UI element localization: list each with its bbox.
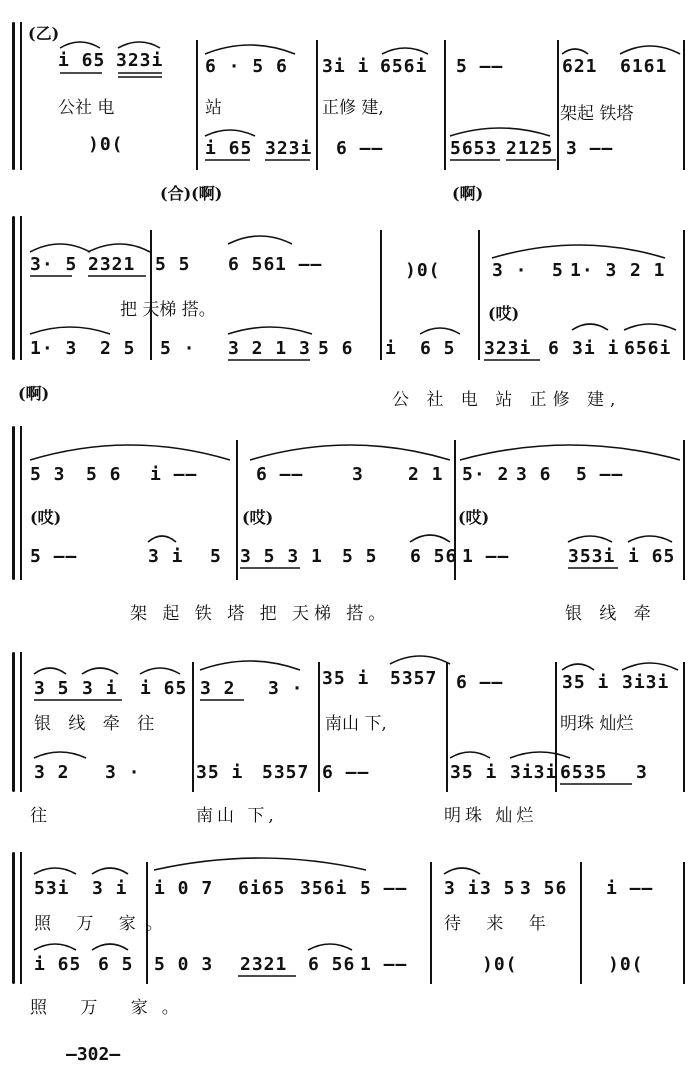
- note-group: 3i3i: [510, 762, 558, 783]
- note-group: i 65: [628, 546, 676, 567]
- note-group: 2321: [240, 954, 288, 975]
- vocal-marking: (合)(啊): [160, 184, 223, 203]
- note-group: 3i i: [572, 338, 620, 359]
- note-group: 656i: [624, 338, 672, 359]
- note-group: 2 1: [630, 260, 666, 281]
- vocal-marking: (哎): [242, 508, 274, 527]
- note-group: i 0 7: [154, 878, 214, 899]
- note-group: 3 5: [480, 878, 516, 899]
- note-group: 323i: [265, 138, 313, 159]
- lyric: 照 万 家。: [34, 914, 173, 934]
- note-group: 6 56: [228, 254, 276, 275]
- rest-mark: )0(: [608, 954, 644, 975]
- lyric: 待 来 年: [444, 914, 556, 934]
- lyric: 明珠 灿烂: [560, 714, 634, 734]
- note-group: i 65: [205, 138, 253, 159]
- lyric: 银 线 牵: [565, 604, 657, 624]
- vocal-marking: (哎): [30, 508, 62, 527]
- note-group: 3 i: [444, 878, 480, 899]
- note-group: 3: [352, 464, 364, 485]
- note-group: 5 5: [155, 254, 191, 275]
- vocal-marking: (哎): [488, 304, 520, 323]
- note-group: 3 ·: [492, 260, 528, 281]
- note-group: 5357: [262, 762, 310, 783]
- note-group: 35 i: [322, 668, 370, 689]
- note-group: 5 0 3: [154, 954, 214, 975]
- note-group: 353i: [568, 546, 616, 567]
- note-group: 2321: [88, 254, 136, 275]
- lyric: 公社 电: [58, 98, 115, 118]
- note-group: 6161: [620, 56, 668, 77]
- note-group: 3 i: [92, 878, 128, 899]
- note-group: 1· 3: [30, 338, 78, 359]
- note-group: 1· 3: [570, 260, 618, 281]
- note-group: 1 ——: [462, 546, 510, 567]
- note-group: 6535: [560, 762, 608, 783]
- note-group: 3 2 1 3: [228, 338, 311, 359]
- note-group: 5653: [450, 138, 498, 159]
- note-group: 5357: [390, 668, 438, 689]
- note-group: 3 5: [34, 678, 70, 699]
- lyric: 正修 建,: [322, 98, 384, 118]
- note-group: 5 6: [86, 464, 122, 485]
- note-group: 621: [562, 56, 598, 77]
- note-group: i ——: [150, 464, 198, 485]
- note-group: 5 5: [342, 546, 378, 567]
- page-number: —302—: [66, 1044, 121, 1065]
- note-group: 3: [636, 762, 648, 783]
- lyric: 南山 下,: [196, 806, 278, 826]
- note-group: 5: [210, 546, 222, 567]
- vocal-marking: (啊): [452, 184, 484, 203]
- note-group: 3 2: [34, 762, 70, 783]
- note-group: 53i: [34, 878, 70, 899]
- note-group: 35 i: [450, 762, 498, 783]
- note-group: 6 ——: [256, 464, 304, 485]
- note-group: 1 ——: [275, 254, 323, 275]
- note-group: 3i i: [322, 56, 370, 77]
- lyric: 公 社 电 站 正修 建,: [392, 390, 622, 410]
- note-group: i 65: [58, 50, 106, 71]
- note-group: 5 3: [30, 464, 66, 485]
- note-group: 6 ——: [456, 672, 504, 693]
- lyric: 明珠 灿烂: [444, 806, 538, 826]
- lyric: 站: [205, 98, 222, 118]
- note-group: 35 i: [196, 762, 244, 783]
- note-group: i 65: [140, 678, 188, 699]
- rest-mark: )0(: [405, 260, 441, 281]
- note-group: 5 ——: [576, 464, 624, 485]
- note-group: 6 5: [420, 338, 456, 359]
- note-group: i 65: [34, 954, 82, 975]
- note-group: 6 ——: [336, 138, 384, 159]
- note-group: 5 ——: [30, 546, 78, 567]
- note-group: 656i: [380, 56, 428, 77]
- note-group: 3 ·: [105, 762, 141, 783]
- vocal-marking: (啊): [18, 384, 50, 403]
- lyric: 架起 铁塔: [560, 104, 634, 124]
- note-group: 1 ——: [360, 954, 408, 975]
- note-group: 2 1: [408, 464, 444, 485]
- part-marker: (乙): [28, 24, 60, 43]
- lyric: 银 线 牵 往: [34, 714, 161, 734]
- lyric: 南山 下,: [325, 714, 387, 734]
- note-group: 6: [548, 338, 560, 359]
- note-group: 6 5: [98, 954, 134, 975]
- note-group: 5 ——: [456, 56, 504, 77]
- note-group: 3 i: [82, 678, 118, 699]
- note-group: 5 6: [318, 338, 354, 359]
- note-group: 5· 2: [462, 464, 510, 485]
- note-group: 5: [552, 260, 564, 281]
- note-group: 356i: [300, 878, 348, 899]
- note-group: 323i: [116, 50, 164, 71]
- note-group: 35 i: [562, 672, 610, 693]
- note-group: 5 ·: [160, 338, 196, 359]
- note-group: 2125: [506, 138, 554, 159]
- note-group: 6 56: [410, 546, 458, 567]
- note-group: 3· 5: [30, 254, 78, 275]
- note-group: 3 56: [520, 878, 568, 899]
- rest-mark: )0(: [482, 954, 518, 975]
- lyric: 照 万 家。: [30, 998, 193, 1018]
- lyric: 架 起 铁 塔 把 天梯 搭。: [130, 604, 391, 624]
- note-group: 2 5: [100, 338, 136, 359]
- lyric: 往: [30, 806, 47, 826]
- note-group: 3 5 3 1: [240, 546, 323, 567]
- note-group: 3 2: [200, 678, 236, 699]
- rest-mark: )0(: [88, 134, 124, 155]
- note-group: 3i3i: [622, 672, 670, 693]
- note-group: 323i: [484, 338, 532, 359]
- note-group: 3 i: [148, 546, 184, 567]
- lyric: 把 天梯 搭。: [120, 300, 216, 320]
- note-group: 6 ——: [322, 762, 370, 783]
- note-group: 6 · 5 6: [205, 56, 288, 77]
- note-group: 5 ——: [360, 878, 408, 899]
- note-group: 3 ·: [268, 678, 304, 699]
- note-group: i: [385, 338, 397, 359]
- note-group: 6 56: [308, 954, 356, 975]
- note-group: i ——: [606, 878, 654, 899]
- note-group: 3 ——: [566, 138, 614, 159]
- note-group: 3 6: [516, 464, 552, 485]
- note-group: 6i65: [238, 878, 286, 899]
- vocal-marking: (哎): [458, 508, 490, 527]
